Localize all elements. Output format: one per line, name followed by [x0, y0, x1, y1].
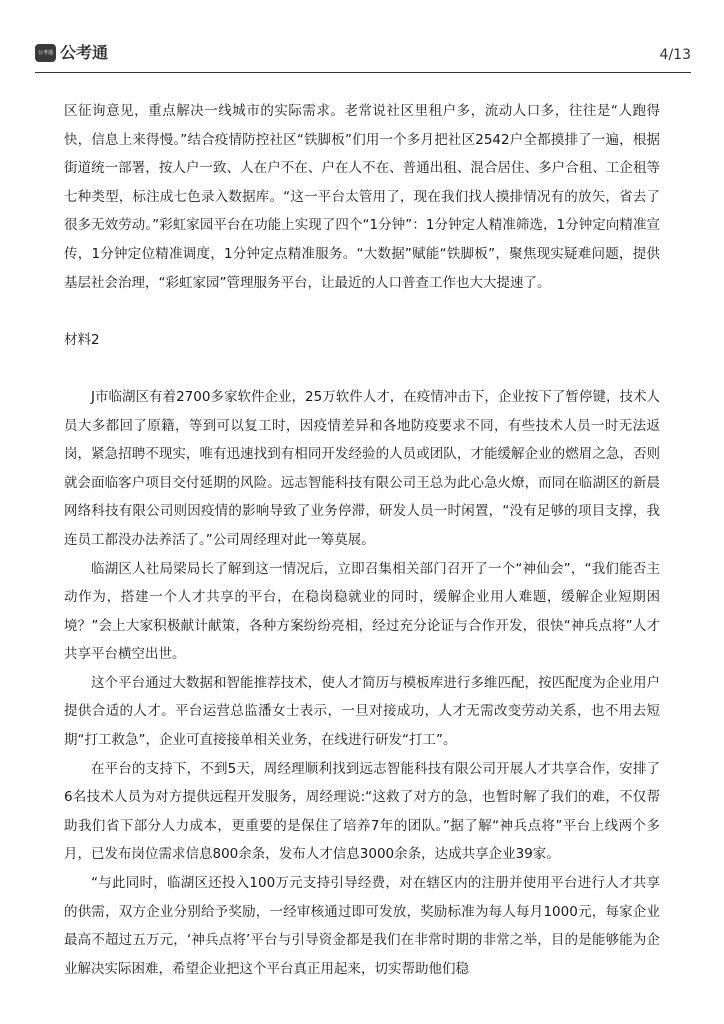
paragraph: 这个平台通过大数据和智能推荐技术，使人才简历与模板库进行多维匹配，按匹配度为企业用户提供合适的人才。平台运营总监潘女士表示，一旦对接成功，人才无需改变劳动关系，也不用去短期“打工救急”，企业可直接接单相关业务，在线进行研发“打工”。 — [64, 674, 660, 749]
paragraph: “与此同时，临湖区还投入100万元支持引导经费，对在辖区内的注册并使用平台进行人才共享的供需，双方企业分别给予奖励，一经审核通过即可发放，奖励标准为每人每月1000元，每家企业最高不超过五万元，‘神兵点将’平台与引导资金都是我们在非常时期的非常之举，目的是能够能为企业解决实际困难，希望企业把这个平台真正用起来，切实帮助他们稳 — [64, 875, 660, 977]
section-title: 材料2 — [64, 331, 100, 348]
page-header — [35, 44, 691, 73]
paragraph: J市临湖区有着2700多家软件企业，25万软件人才，在疫情冲击下，企业按下了暂停键，技术人员大多都回了原籍，等到可以复工时，因疫情差异和各地防疫要求不同，有些技术人员一时无法返岗，紧急招聘不现实，唯有迅速找到有相同开发经验的人员或团队，才能缓解企业的燃眉之急，否则就会面临客户项目交付延期的风险。远志智能科技有限公司王总为此心急火燎，而同在临湖区的新晨网络科技有限公司则因疫情的影响导致了业务停滞，研发人员一时闲置，“没有足够的项目支撑，我连员工都没办法养活了。”公司周经理对此一筹莫展。 — [64, 388, 660, 548]
logo-icon: 公考通 — [35, 44, 56, 62]
paragraph: 在平台的支持下，不到5天，周经理顺利找到远志智能科技有限公司开展人才共享合作，安排了6名技术人员为对方提供远程开发服务，周经理说:“这救了对方的急，也暂时解了我们的难，不仅帮助我们省下部分人力成本，更重要的是保住了培养7年的团队。”据了解“神兵点将”平台上线两个多月，已发布岗位需求信息800余条，发布人才信息3000余条，达成共享企业39家。 — [64, 760, 660, 863]
page-number: 4/13 — [659, 47, 691, 63]
brand-name: 公考通 — [60, 43, 109, 62]
document-body — [64, 97, 660, 983]
paragraph: 区征询意见，重点解决一线城市的实际需求。老常说社区里租户多，流动人口多，往往是“人跑得快，信息上来得慢。”结合疫情防控社区“铁脚板”们用一个多月把社区2542户全都摸排了一遍，根据街道统一部署，按人户一致、人在户不在、户在人不在、普通出租、混合居住、多户合租、工企租等七种类型，标注成七色录入数据库。“这一平台太管用了，现在我们找人摸排情况有的放矢，省去了很多无效劳动。”彩虹家园平台在功能上实现了四个“1分钟”：1分钟定人精准筛选，1分钟定向精准宣传，1分钟定位精准调度，1分钟定点精准服务。“大数据”赋能“铁脚板”，聚焦现实疑难问题，提供基层社会治理，“彩虹家园”管理服务平台，让最近的人口普查工作也大大提速了。 — [64, 103, 660, 291]
paragraph: 临湖区人社局梁局长了解到这一情况后，立即召集相关部门召开了一个“神仙会”，“我们能否主动作为，搭建一个人才共享的平台，在稳岗稳就业的同时，缓解企业用人难题，缓解企业短期困境？”会上大家积极献计献策，各种方案纷纷亮相，经过充分论证与合作开发，很快“神兵点将”人才共享平台横空出世。 — [64, 560, 660, 663]
